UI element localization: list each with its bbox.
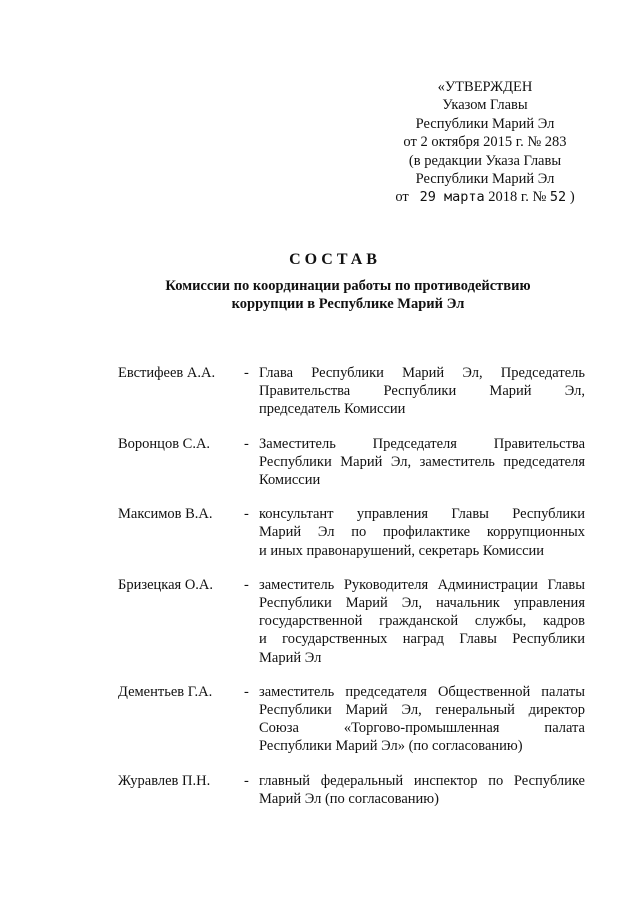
- role-line: Республики Марий Эл, заместитель председателя: [259, 453, 585, 470]
- amendment-number: 52: [549, 189, 567, 206]
- approval-line: Республики Марий Эл: [415, 171, 555, 188]
- role-line: председатель Комиссии: [259, 401, 406, 418]
- approval-line: «УТВЕРЖДЕН: [437, 79, 533, 95]
- role-line: государственной гражданской службы, кадров: [259, 613, 585, 630]
- role-line: Республики Марий Эл» (по согласованию): [259, 738, 523, 755]
- member-dash: -: [244, 365, 249, 381]
- member-name: Воронцов С.А.: [118, 435, 211, 452]
- subtitle-line: Комиссии по координации работы по противодействию: [165, 278, 531, 294]
- role-line: консультант управления Главы Республики: [259, 506, 585, 523]
- role-line: Союза «Торгово-промышленная палата: [259, 720, 585, 737]
- role-line: и иных правонарушений, секретарь Комиссии: [259, 542, 545, 559]
- role-line: Марий Эл: [259, 649, 322, 666]
- member-entry: [118, 435, 588, 490]
- member-entry: [118, 576, 588, 667]
- member-role: [259, 505, 585, 560]
- role-line: Глава Республики Марий Эл, Председатель: [259, 365, 585, 381]
- subtitle-line: коррупции в Республике Марий Эл: [231, 296, 465, 312]
- member-dash: -: [244, 435, 249, 452]
- member-entry: [118, 364, 588, 419]
- approval-line: (в редакции Указа Главы: [408, 152, 562, 169]
- role-line: заместитель председателя Общественной палаты: [259, 683, 585, 700]
- amendment-date: 29 марта: [419, 189, 485, 206]
- member-entry: [118, 505, 588, 560]
- member-name: Максимов В.А.: [118, 506, 213, 523]
- amendment-suffix: ): [569, 189, 575, 206]
- member-name: Бризецкая О.А.: [118, 576, 214, 593]
- role-line: Правительства Республики Марий Эл,: [259, 383, 585, 400]
- member-dash: -: [244, 506, 249, 523]
- role-line: Республики Марий Эл, начальник управления: [259, 595, 585, 612]
- member-entry: [118, 772, 588, 808]
- member-entry: [118, 683, 588, 756]
- approval-line: Республики Марий Эл: [415, 115, 555, 132]
- role-line: главный федеральный инспектор по Республике: [259, 772, 585, 789]
- role-line: Республики Марий Эл, генеральный директор: [259, 702, 585, 719]
- member-role: [259, 683, 585, 756]
- member-dash: -: [244, 683, 249, 700]
- member-dash: -: [244, 576, 249, 593]
- member-role: [259, 772, 585, 808]
- approval-line: от 2 октября 2015 г. № 283: [403, 134, 567, 151]
- amendment-year: 2018 г. №: [488, 189, 547, 206]
- role-line: Марий Эл по профилактике коррупционных: [259, 524, 585, 541]
- member-dash: -: [244, 772, 249, 789]
- member-role: [259, 435, 585, 490]
- members-list: [118, 364, 588, 808]
- role-line: заместитель Руководителя Администрации Главы: [259, 576, 585, 593]
- role-line: Заместитель Председателя Правительства: [259, 435, 585, 452]
- role-line: Марий Эл (по согласованию): [259, 790, 439, 807]
- approval-block: [385, 78, 585, 207]
- member-role: [259, 576, 585, 667]
- role-line: Комиссии: [259, 472, 321, 489]
- document-subtitle: [0, 277, 640, 313]
- amendment-prefix: от: [395, 189, 409, 206]
- member-name: Журавлев П.Н.: [118, 772, 211, 789]
- member-name: Дементьев Г.А.: [118, 683, 213, 700]
- member-name: Евстифеев А.А.: [118, 365, 216, 381]
- approval-amendment-line: [385, 188, 585, 206]
- role-line: и государственных наград Главы Республики: [259, 631, 585, 648]
- document-title: СОСТАВ: [289, 251, 381, 268]
- approval-line: Указом Главы: [442, 97, 528, 114]
- member-role: [259, 364, 585, 419]
